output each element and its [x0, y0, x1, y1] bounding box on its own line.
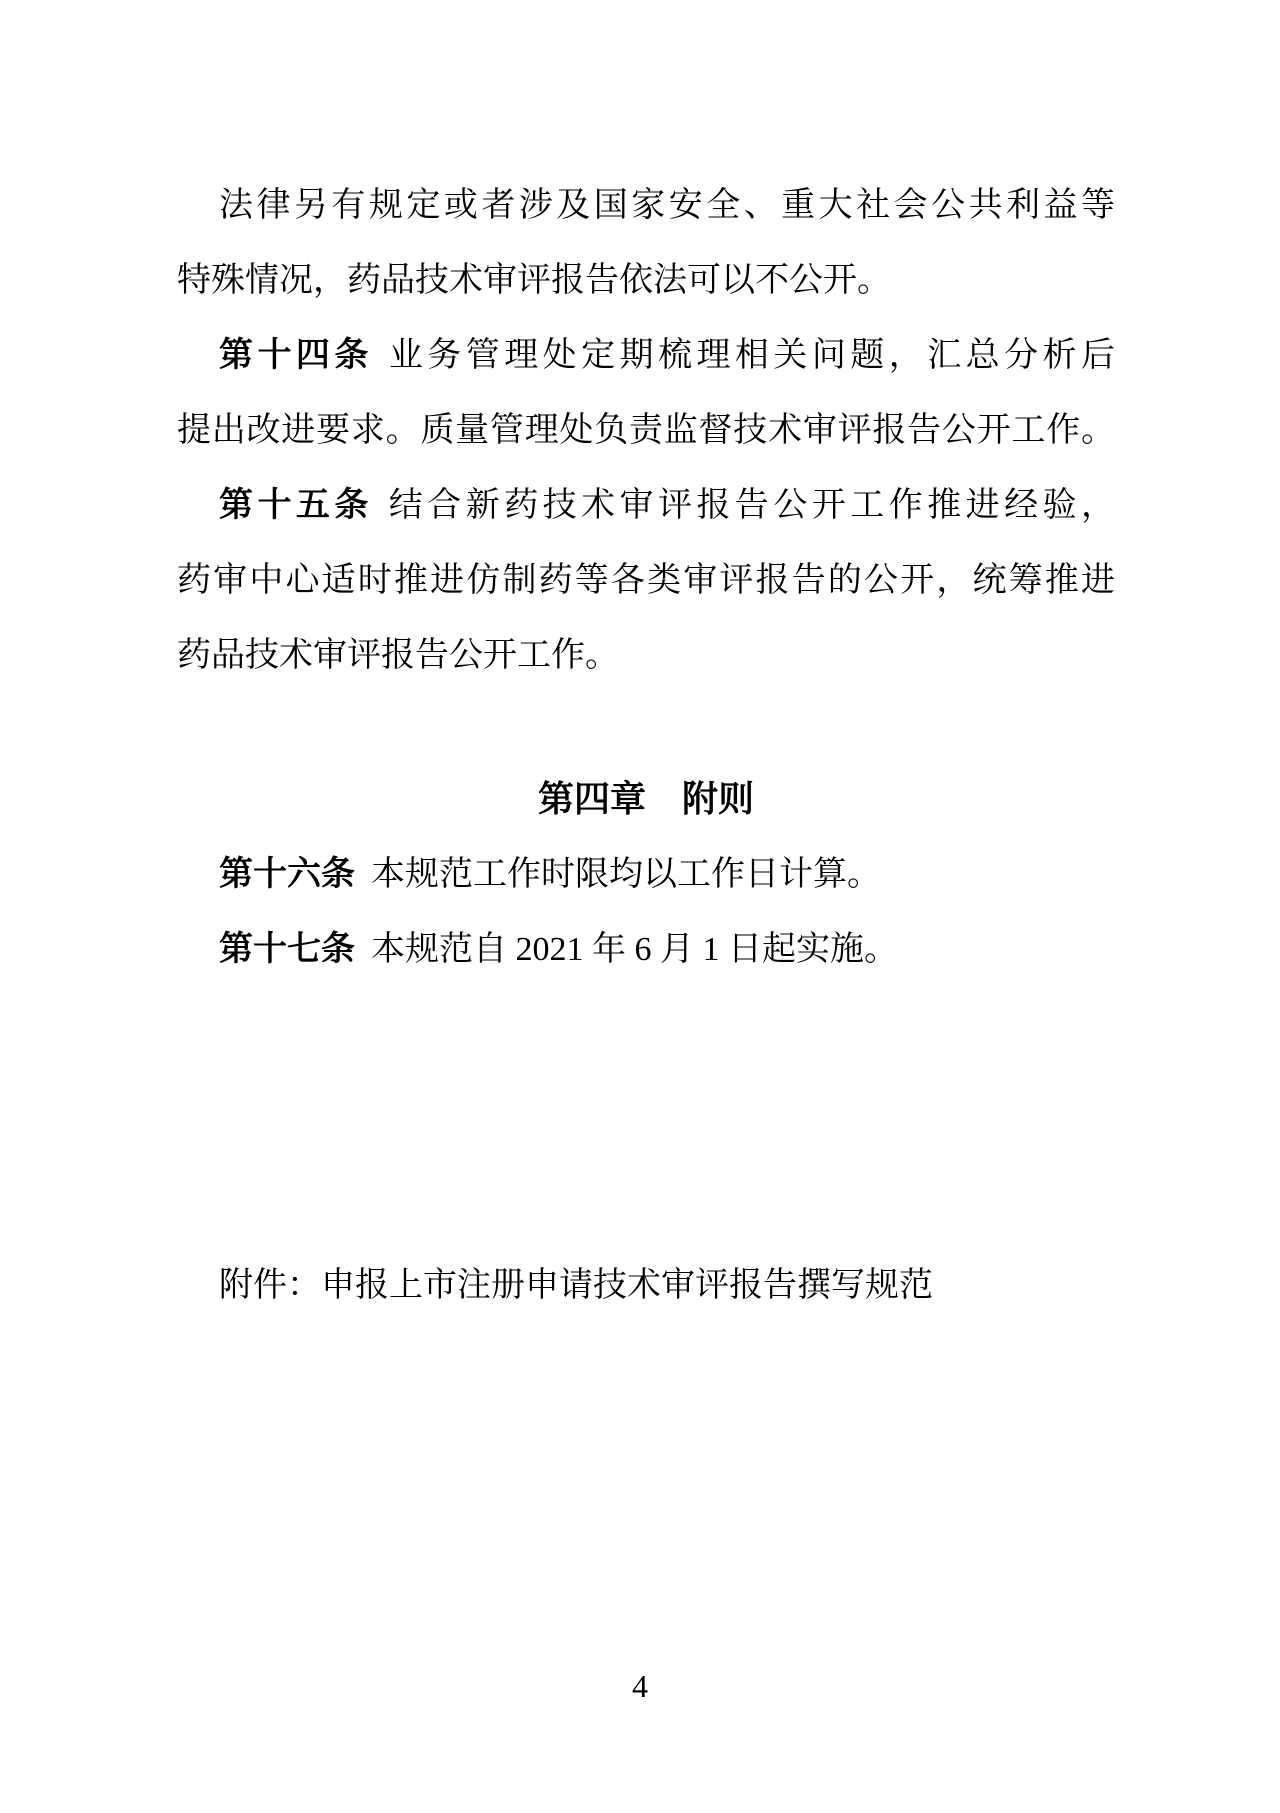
paragraph-text: 结合新药技术审评报告公开工作推进经验， [388, 487, 1115, 524]
body-text [177, 168, 1115, 987]
article-14-line-1 [177, 318, 1115, 393]
article-label: 第十五条 [219, 487, 373, 524]
article-15-line-2 [177, 543, 1115, 618]
paragraph-text: 本规范自 2021 年 6 月 1 日起实施。 [371, 931, 898, 968]
closing-paragraph-line-2 [177, 243, 1115, 318]
paragraph-text: 药审中心适时推进仿制药等各类审评报告的公开，统筹推进 [177, 562, 1115, 599]
article-label: 第十六条 [219, 856, 355, 893]
paragraph-text: 提出改进要求。质量管理处负责监督技术审评报告公开工作。 [177, 412, 1115, 449]
paragraph-text: 法律另有规定或者涉及国家安全、重大社会公共利益等 [219, 187, 1115, 224]
article-label: 第十四条 [219, 337, 373, 374]
paragraph-text: 本规范工作时限均以工作日计算。 [371, 856, 881, 893]
chapter-4-heading: 第四章 附则 [537, 779, 754, 819]
article-15-line-3 [177, 618, 1115, 693]
paragraph-text: 特殊情况，药品技术审评报告依法可以不公开。 [177, 262, 891, 299]
article-16-line [177, 837, 1115, 912]
page-number: 4 [632, 1668, 648, 1704]
article-15-line-1 [177, 468, 1115, 543]
article-17-line [177, 912, 1115, 987]
paragraph-text: 业务管理处定期梳理相关问题，汇总分析后 [388, 337, 1115, 374]
article-14-line-2 [177, 393, 1115, 468]
attachment-note: 附件：申报上市注册申请技术审评报告撰写规范 [219, 1267, 933, 1304]
paragraph-text: 药品技术审评报告公开工作。 [177, 637, 619, 674]
article-label: 第十七条 [219, 931, 355, 968]
closing-paragraph-line-1 [177, 168, 1115, 243]
